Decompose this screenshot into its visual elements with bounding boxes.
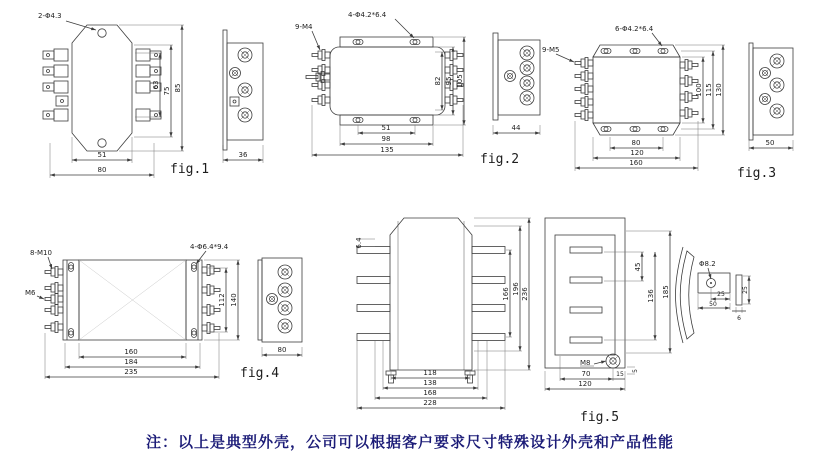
fig5-dim-height-side: 185: [662, 285, 670, 299]
fig5-caption: fig.5: [580, 410, 620, 425]
fig5-stud-label: M8: [580, 359, 591, 367]
fig5-dim-side-offset: 15: [616, 371, 624, 378]
fig2-dim-height-inner: 82: [434, 76, 442, 86]
fig2-caption: fig.2: [480, 152, 520, 167]
fig5-dim-width-2: 138: [423, 379, 437, 387]
fig3-dim-height-overall: 130: [715, 83, 723, 97]
fig3-caption: fig.3: [737, 166, 777, 181]
fig5-dim-width-4: 228: [423, 399, 437, 407]
fig2-dim-height-overall: 105: [456, 74, 464, 88]
fig5-hole-label: Φ8.2: [699, 260, 716, 268]
footer-note: 注：以上是典型外壳，公司可以根据客户要求尺寸特殊设计外壳和产品性能: [145, 434, 674, 451]
fig2-dim-width-mid: 98: [381, 135, 391, 143]
fig3-slot-label: 6-Φ4.2*6.4: [615, 25, 654, 33]
fig2-dim-side-width: 44: [511, 124, 521, 132]
fig3-dim-height-mid: 115: [705, 83, 713, 97]
fig5-busbars: [357, 247, 505, 341]
fig2-dim-width-inner: 51: [381, 124, 391, 132]
fig1-dim-height-mid: 75: [163, 86, 171, 96]
fig5-busbar-offset: 6.4: [355, 237, 363, 249]
fig1-dim-height-inner: 63: [152, 80, 160, 90]
fig5-dim-height-3: 236: [521, 287, 529, 301]
fig4-dim-width-outer: 235: [124, 368, 138, 376]
fig3-drawing: [540, 5, 820, 195]
fig3-dim-width-inner: 80: [631, 139, 641, 147]
fig1-dim-width-outer: 80: [97, 166, 107, 174]
fig4-terminals-left: [45, 267, 63, 333]
fig4-drawing: [10, 215, 320, 410]
fig5-front-view: [357, 218, 505, 383]
fig1-dim-side-width: 36: [238, 151, 248, 159]
fig2-dim-height-mid: 95: [445, 76, 453, 86]
fig4-front-view: [45, 260, 220, 340]
fig1-dim-width-inner: 51: [97, 151, 107, 159]
fig3-dim-side-width: 50: [765, 139, 775, 147]
fig5-dim-height-1: 166: [502, 287, 510, 301]
fig5-dim-bar-width: 50: [709, 301, 717, 308]
fig5-dim-height-2: 196: [512, 282, 520, 296]
fig5-dim-bar-thickness: 6: [737, 315, 741, 322]
fig2-terminals-left: [306, 50, 330, 106]
fig1-drawing: [10, 5, 290, 190]
fig4-dim-height-overall: 140: [230, 293, 238, 307]
fig5-side-view: [545, 218, 625, 368]
fig3-dim-height-inner: 100: [695, 83, 703, 97]
fig3-front-view: [575, 45, 698, 135]
fig4-caption: fig.4: [240, 366, 280, 381]
fig2-terminal-label: 9-M4: [295, 23, 313, 31]
fig5-dim-side-width-outer: 120: [578, 380, 592, 388]
fig3-terminals-left: [575, 58, 593, 121]
fig5-drawing: [330, 195, 820, 435]
fig3-dim-width-outer: 160: [629, 159, 643, 167]
fig5-dim-side-width-inner: 70: [581, 370, 591, 378]
fig1-terminals-left: [43, 49, 68, 121]
fig4-ground-label: M6: [25, 289, 36, 297]
fig5-dim-hole-offset: 25: [717, 291, 725, 298]
fig5-dim-pitch: 45: [634, 262, 642, 272]
fig5-dim-width-3: 168: [423, 389, 437, 397]
fig2-dim-width-outer: 135: [380, 146, 394, 154]
fig5-dim-span: 136: [647, 289, 655, 303]
fig1-caption: fig.1: [170, 162, 210, 177]
fig4-slot-label: 4-Φ6.4*9.4: [190, 243, 229, 251]
fig4-terminal-label: 8-M10: [30, 249, 52, 257]
fig2-side-view: [493, 33, 540, 120]
fig3-side-view: [749, 43, 793, 140]
fig1-dim-height-overall: 85: [174, 83, 182, 93]
fig1-side-view: [223, 30, 263, 150]
fig1-hole-label: 2-Φ4.3: [38, 12, 62, 20]
fig5-dim-width-1: 118: [423, 369, 437, 377]
fig5-dim-stud-protrusion: 5: [632, 369, 639, 373]
fig4-side-view: [258, 258, 302, 342]
fig2-slot-label: 4-Φ4.2*6.4: [348, 11, 387, 19]
fig5-dim-bar-height: 25: [742, 286, 749, 294]
fig4-dim-height-inner: 112: [218, 293, 226, 307]
fig2-drawing: [290, 5, 540, 190]
fig3-terminal-label: 9-M5: [542, 46, 560, 54]
fig4-dim-width-inner: 160: [124, 348, 138, 356]
fig3-dim-width-mid: 120: [630, 149, 644, 157]
fig4-dim-side-width: 80: [277, 346, 287, 354]
fig4-dim-width-mid: 184: [124, 358, 138, 366]
fig1-front-view: [43, 25, 161, 151]
